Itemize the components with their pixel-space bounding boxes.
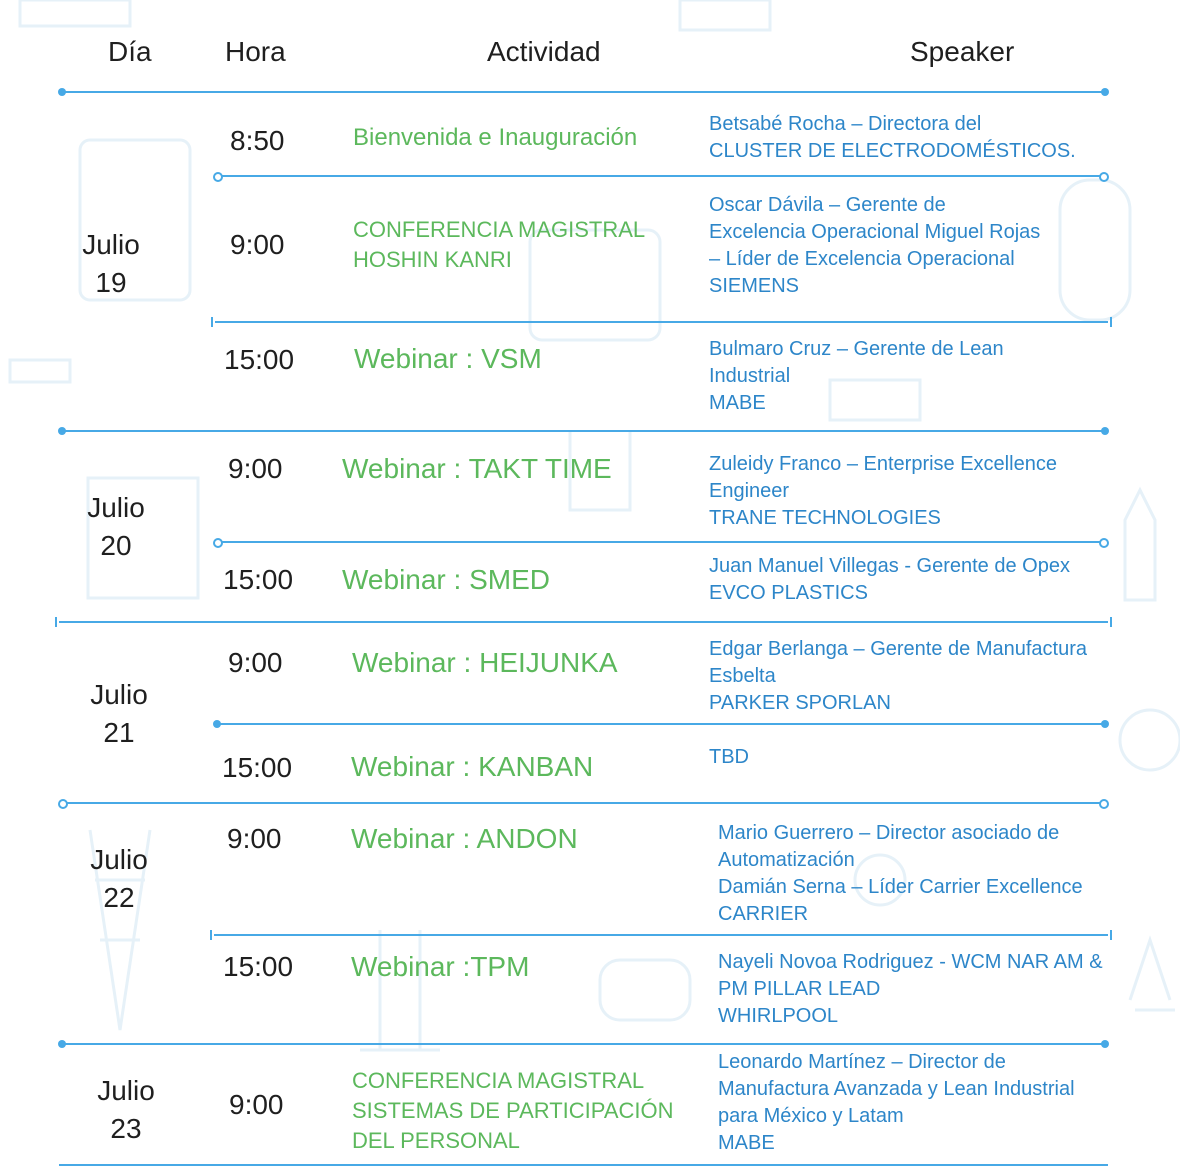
session-speaker: Zuleidy Franco – Enterprise Excellence Engineer TRANE TECHNOLOGIES [709,453,1057,529]
session-activity: Webinar : VSM [354,343,542,374]
column-header-dia: Día [108,36,152,67]
day-label: Julio 21 [90,679,148,748]
session-speaker: TBD [709,746,749,768]
column-header-actividad: Actividad [487,36,601,67]
session-speaker: Edgar Berlanga – Gerente de Manufactura Esbelta PARKER SPORLAN [709,638,1088,714]
session-activity: Webinar : HEIJUNKA [352,647,618,678]
session-time: 9:00 [228,647,283,678]
session-time: 15:00 [224,344,295,375]
session-activity: Webinar :TPM [351,951,530,982]
divider-day [62,430,1105,432]
divider-row [217,541,1105,543]
day-label: Julio 23 [97,1075,155,1144]
day-label: Julio 22 [90,844,148,913]
divider-bottom [59,1164,1108,1166]
session-speaker: Betsabé Rocha – Directora del CLUSTER DE ELECTRODOMÉSTICOS. [709,113,1076,162]
day-label: Julio 19 [82,229,140,298]
session-activity: CONFERENCIA MAGISTRAL HOSHIN KANRI [353,217,646,272]
session-activity: Webinar : KANBAN [351,751,594,782]
session-time: 15:00 [222,752,293,783]
divider-day [59,621,1108,623]
session-speaker: Oscar Dávila – Gerente de Excelencia Operacional Miguel Rojas – Líder de Excelencia Operacional SIEMENS [709,194,1041,297]
session-activity: Webinar : TAKT TIME [342,453,612,484]
divider-row [215,321,1108,323]
divider-row [214,934,1108,936]
session-activity: Webinar : SMED [342,564,550,595]
session-activity: Webinar : ANDON [351,823,578,854]
session-time: 9:00 [229,1089,284,1120]
divider-row [217,175,1105,177]
divider-row [217,723,1105,725]
session-speaker: Bulmaro Cruz – Gerente de Lean Industrial MABE [709,338,1004,414]
divider-header [62,91,1105,93]
column-header-speaker: Speaker [910,36,1015,67]
divider-day [62,802,1105,804]
session-speaker: Juan Manuel Villegas - Gerente de Opex EVCO PLASTICS [709,555,1070,604]
session-speaker: Nayeli Novoa Rodriguez - WCM NAR AM & PM PILLAR LEAD WHIRLPOOL [718,951,1103,1027]
session-time: 9:00 [227,823,282,854]
session-time: 15:00 [223,951,294,982]
session-speaker: Leonardo Martínez – Director de Manufactura Avanzada y Lean Industrial para México y Latam MABE [718,1051,1075,1154]
session-time: 9:00 [230,229,285,260]
day-label: Julio 20 [87,492,145,561]
session-activity: CONFERENCIA MAGISTRAL SISTEMAS DE PARTICIPACIÓN DEL PERSONAL [352,1068,674,1153]
session-speaker: Mario Guerrero – Director asociado de Automatización Damián Serna – Líder Carrier Excellence CARRIER [718,822,1083,925]
session-time: 15:00 [223,564,294,595]
divider-day [62,1043,1105,1045]
session-time: 8:50 [230,125,285,156]
session-activity: Bienvenida e Inauguración [353,124,638,151]
column-header-hora: Hora [225,36,286,67]
session-time: 9:00 [228,453,283,484]
